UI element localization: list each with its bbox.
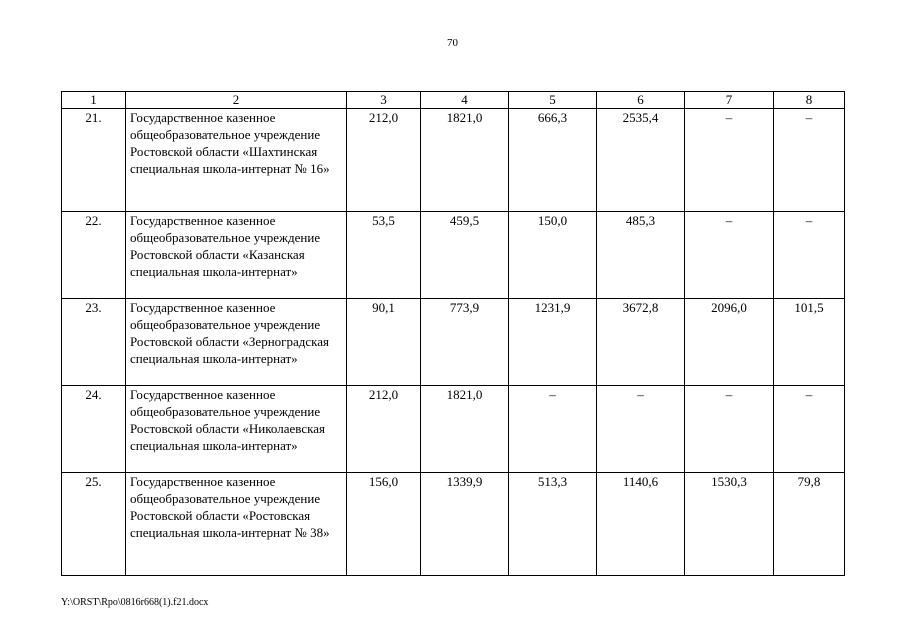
column-header: 4 [421, 92, 509, 109]
column-header: 7 [685, 92, 774, 109]
table-row [62, 109, 845, 212]
value-cell: – [685, 109, 774, 212]
value-cell: – [509, 386, 597, 473]
institution-name: Государственное казенное общеобразовательное учреждение Ростовской области «Казанская специальная школа-интернат» [126, 212, 347, 299]
page-number: 70 [447, 37, 458, 49]
value-cell: 1821,0 [421, 109, 509, 212]
row-index: 25. [62, 473, 126, 576]
value-cell: 212,0 [347, 386, 421, 473]
value-cell: – [774, 386, 845, 473]
value-cell: 1231,9 [509, 299, 597, 386]
value-cell: – [597, 386, 685, 473]
value-cell: 53,5 [347, 212, 421, 299]
table-row [62, 212, 845, 299]
value-cell: 212,0 [347, 109, 421, 212]
value-cell: 1140,6 [597, 473, 685, 576]
value-cell: 1530,3 [685, 473, 774, 576]
value-cell: 101,5 [774, 299, 845, 386]
table-row [62, 473, 845, 576]
column-header: 2 [126, 92, 347, 109]
value-cell: 773,9 [421, 299, 509, 386]
column-header: 1 [62, 92, 126, 109]
column-header: 6 [597, 92, 685, 109]
institution-name: Государственное казенное общеобразовательное учреждение Ростовской области «Николаевская специальная школа-интернат» [126, 386, 347, 473]
value-cell: 1821,0 [421, 386, 509, 473]
value-cell: – [774, 212, 845, 299]
row-index: 21. [62, 109, 126, 212]
value-cell: 3672,8 [597, 299, 685, 386]
value-cell: – [685, 212, 774, 299]
row-index: 22. [62, 212, 126, 299]
value-cell: 513,3 [509, 473, 597, 576]
data-table [61, 91, 845, 576]
table-row [62, 386, 845, 473]
institution-name: Государственное казенное общеобразовательное учреждение Ростовской области «Зерноградская специальная школа-интернат» [126, 299, 347, 386]
value-cell: 2096,0 [685, 299, 774, 386]
column-header: 8 [774, 92, 845, 109]
value-cell: 666,3 [509, 109, 597, 212]
value-cell: 156,0 [347, 473, 421, 576]
row-index: 24. [62, 386, 126, 473]
value-cell: – [774, 109, 845, 212]
table-header-row [62, 92, 845, 109]
value-cell: 90,1 [347, 299, 421, 386]
institution-name: Государственное казенное общеобразовательное учреждение Ростовской области «Ростовская специальная школа-интернат № 38» [126, 473, 347, 576]
table-row [62, 299, 845, 386]
value-cell: 1339,9 [421, 473, 509, 576]
institution-name: Государственное казенное общеобразовательное учреждение Ростовской области «Шахтинская специальная школа-интернат № 16» [126, 109, 347, 212]
value-cell: – [685, 386, 774, 473]
value-cell: 79,8 [774, 473, 845, 576]
row-index: 23. [62, 299, 126, 386]
footer-file-path: Y:\ORST\Rpo\0816r668(1).f21.docx [61, 597, 209, 608]
value-cell: 459,5 [421, 212, 509, 299]
column-header: 3 [347, 92, 421, 109]
value-cell: 2535,4 [597, 109, 685, 212]
value-cell: 485,3 [597, 212, 685, 299]
value-cell: 150,0 [509, 212, 597, 299]
column-header: 5 [509, 92, 597, 109]
